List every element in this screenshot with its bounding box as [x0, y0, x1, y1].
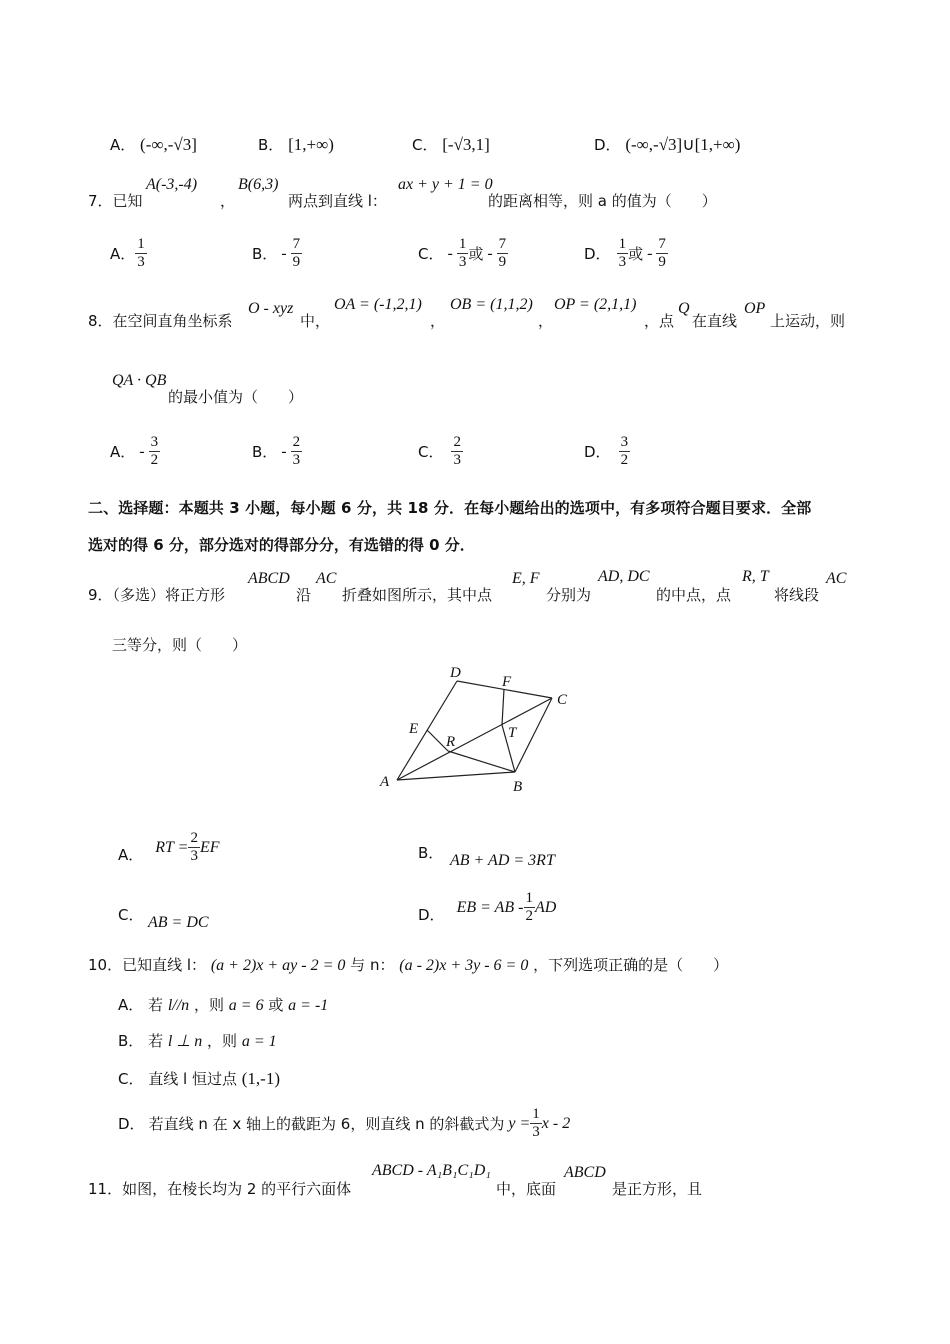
label-t: T: [508, 725, 517, 741]
option-label: B．: [252, 443, 278, 461]
option-math: [-√3,1]: [442, 135, 490, 154]
numerator: 1: [137, 236, 145, 252]
minus-sign: -: [281, 244, 287, 262]
denominator: 2: [620, 452, 629, 468]
edge-ab: [397, 772, 515, 780]
q10-option-d[interactable]: [118, 1106, 570, 1141]
option-label: C．: [418, 245, 444, 263]
q9-stem-line2: 三等分，则（ ）: [112, 636, 248, 654]
q9-jiang: 将线段: [774, 586, 820, 604]
option-label: D．: [118, 1115, 145, 1133]
option-label: C．: [418, 443, 444, 461]
denominator: 3: [532, 1124, 540, 1140]
fraction: [149, 434, 161, 469]
q9-option-a[interactable]: [118, 830, 220, 865]
q8-option-b[interactable]: [252, 434, 302, 469]
option-label: A．: [110, 443, 136, 461]
option-math: l//n: [167, 997, 190, 1014]
fraction: [457, 236, 469, 271]
q9-ac: AC: [316, 570, 337, 587]
q7-option-a[interactable]: [110, 236, 147, 271]
numerator: 1: [525, 890, 533, 906]
label-a: A: [380, 774, 390, 790]
denominator: 3: [292, 452, 301, 468]
section2-line1: 二、选择题：本题共 3 小题，每小题 6 分，共 18 分．在每小题给出的选项中，有多项符合题目要求．全部: [88, 499, 812, 517]
option-math: l ⊥ n: [167, 1033, 203, 1050]
option-label: A．: [110, 136, 136, 154]
option-label: D．: [584, 443, 611, 461]
figure-lines: [397, 681, 552, 780]
minus-sign: -: [281, 442, 287, 460]
option-label: A．: [110, 245, 136, 263]
numerator: 3: [150, 434, 159, 450]
q7-option-c[interactable]: [418, 236, 508, 271]
option-math: AD: [535, 898, 557, 916]
q8-q: Q: [678, 300, 690, 317]
denominator: 9: [658, 254, 666, 270]
q11-solid: ABCD - A₁B₁C₁D₁: [372, 1162, 491, 1179]
numerator: 3: [620, 434, 629, 450]
denominator: 3: [453, 452, 461, 468]
option-math: x - 2: [541, 1114, 571, 1132]
segment-er: [427, 730, 448, 751]
q8-option-a[interactable]: [110, 434, 160, 469]
option-math: a = 1: [241, 1033, 277, 1050]
numerator: 7: [292, 236, 301, 252]
label-b: B: [513, 779, 523, 795]
option-text: 直线 l 恒过点: [148, 1070, 237, 1088]
option-label: C．: [118, 906, 144, 924]
q10-stem: [88, 954, 728, 975]
q7-point-a: A(-3,-4): [146, 176, 198, 193]
q7-tail: 的距离相等，则 a 的值为（ ）: [488, 192, 717, 210]
minus-sign: -: [447, 244, 453, 262]
segment-rb: [448, 751, 515, 772]
q8-op: OP = (2,1,1): [554, 296, 637, 313]
or-text: 或: [268, 996, 284, 1014]
option-text: ，则: [193, 996, 224, 1014]
fraction: [188, 830, 200, 865]
option-math: AB + AD = 3RT: [450, 852, 555, 869]
q10-tail: ，下列选项正确的是（ ）: [533, 956, 729, 974]
label-r: R: [446, 734, 456, 750]
segment-ft: [502, 689, 504, 725]
q8-zai: 在直线: [692, 312, 738, 330]
q9-ef: E, F: [512, 570, 540, 587]
section2-line2: 选对的得 6 分，部分选对的得部分分，有选错的得 0 分．: [88, 536, 475, 554]
option-math: (1,-1): [241, 1069, 280, 1088]
q8-zhong: 中，: [300, 312, 331, 330]
q9-ac2: AC: [826, 570, 847, 587]
or-text: 或: [628, 245, 644, 263]
option-label: D．: [584, 245, 611, 263]
numerator: 2: [292, 434, 301, 450]
option-math: a = 6: [228, 997, 264, 1014]
option-label: A．: [118, 846, 144, 864]
minus-sign: -: [139, 442, 145, 460]
option-math: [1,+∞): [288, 135, 334, 154]
fraction: [619, 434, 631, 469]
q11-number: 11．如图，在棱长均为 2 的平行六面体: [88, 1180, 352, 1198]
denominator: 3: [618, 254, 627, 270]
q8-dian: ，点: [644, 312, 675, 330]
q8-yun: 上运动，则: [770, 312, 846, 330]
label-c: C: [557, 692, 568, 708]
option-math: (-∞,-√3]∪[1,+∞): [625, 135, 741, 154]
numerator: 7: [658, 236, 666, 252]
diagonal-ac: [397, 698, 552, 780]
label-d: D: [450, 665, 461, 681]
option-math: EB = AB -: [456, 898, 524, 916]
q8-opline: OP: [744, 300, 766, 317]
fraction: [135, 236, 147, 271]
q8-expr: QA · QB: [112, 372, 167, 389]
minus-sign: -: [647, 244, 653, 262]
q10-line-l: (a + 2)x + ay - 2 = 0: [210, 957, 346, 974]
denominator: 2: [525, 908, 533, 924]
q9-figure: [378, 660, 578, 800]
q8-number: 8．在空间直角坐标系: [88, 312, 233, 330]
q9-fen: 分别为: [546, 586, 592, 604]
option-label: D．: [594, 136, 621, 154]
option-label: C．: [118, 1070, 144, 1088]
q7-line: ax + y + 1 = 0: [398, 176, 493, 193]
fraction: [451, 434, 463, 469]
q6-option-d[interactable]: [594, 134, 740, 155]
option-math: RT =: [155, 838, 189, 856]
denominator: 9: [292, 254, 301, 270]
q9-yan: 沿: [296, 586, 312, 604]
option-math: a = -1: [288, 997, 329, 1014]
q7-comma: ，: [220, 192, 236, 210]
q8-oa: OA = (-1,2,1): [334, 296, 422, 313]
q8-comma1: ，: [430, 312, 446, 330]
q6-option-a[interactable]: [110, 134, 197, 155]
minus-sign: -: [487, 244, 493, 262]
fraction: [530, 1106, 542, 1141]
q10-option-c[interactable]: [118, 1068, 280, 1089]
label-e: E: [409, 721, 419, 737]
edge-bc: [515, 698, 552, 772]
q7-number: 7．已知: [88, 192, 143, 210]
q7-point-b: B(6,3): [238, 176, 279, 193]
q10-option-a[interactable]: [118, 994, 328, 1015]
q6-option-b[interactable]: [258, 134, 334, 155]
numerator: 1: [532, 1106, 540, 1122]
q10-option-b[interactable]: [118, 1030, 277, 1051]
fraction: [524, 890, 536, 925]
q11-tail: 是正方形，且: [612, 1180, 703, 1198]
q9-addc: AD, DC: [598, 568, 650, 585]
q6-option-c[interactable]: [412, 134, 490, 155]
q8-system: O - xyz: [248, 300, 294, 317]
q11-mid: 中，底面: [496, 1180, 557, 1198]
q7-option-b[interactable]: [252, 236, 302, 271]
q10-number: 10．已知直线 l：: [88, 956, 207, 974]
denominator: 2: [150, 452, 159, 468]
option-label: B．: [252, 245, 278, 263]
option-math: AB = DC: [148, 914, 209, 931]
fraction: [291, 236, 303, 271]
q9-mid: 的中点，点: [656, 586, 732, 604]
q11-base: ABCD: [564, 1164, 606, 1181]
q10-line-n: (a - 2)x + 3y - 6 = 0: [399, 957, 529, 974]
q9-number: 9．（多选）将正方形: [88, 586, 226, 604]
numerator: 1: [618, 236, 627, 252]
label-f: F: [502, 674, 512, 690]
denominator: 3: [137, 254, 145, 270]
option-label: C．: [412, 136, 438, 154]
or-text: 或: [468, 245, 484, 263]
q7-mid: 两点到直线 l：: [288, 192, 387, 210]
fraction: [656, 236, 668, 271]
fraction: [617, 236, 629, 271]
q8-option-c[interactable]: [418, 434, 463, 469]
q7-option-d[interactable]: [584, 236, 668, 271]
fraction: [291, 434, 303, 469]
denominator: 3: [458, 254, 467, 270]
numerator: 7: [498, 236, 507, 252]
q9-option-d[interactable]: [418, 890, 556, 925]
option-text: 若: [148, 1032, 164, 1050]
option-label: B．: [258, 136, 284, 154]
option-text: 若直线 n 在 x 轴上的截距为 6，则直线 n 的斜截式为: [148, 1115, 505, 1133]
denominator: 3: [190, 848, 198, 864]
q8-option-d[interactable]: [584, 434, 630, 469]
q8-comma2: ，: [538, 312, 554, 330]
numerator: 1: [458, 236, 467, 252]
option-math: (-∞,-√3]: [140, 135, 197, 154]
q10-yu: 与 n：: [350, 956, 395, 974]
option-label: A．: [118, 996, 144, 1014]
q8-ob: OB = (1,1,2): [450, 296, 533, 313]
option-label: D．: [418, 906, 445, 924]
option-label: B．: [418, 844, 444, 862]
numerator: 2: [190, 830, 198, 846]
option-text: ，则: [207, 1032, 238, 1050]
fraction: [497, 236, 509, 271]
option-label: B．: [118, 1032, 144, 1050]
q9-rt: R, T: [742, 568, 769, 585]
denominator: 9: [498, 254, 507, 270]
option-text: 若: [148, 996, 164, 1014]
numerator: 2: [453, 434, 461, 450]
q9-fold: 折叠如图所示，其中点: [342, 586, 493, 604]
q9-abcd: ABCD: [248, 570, 290, 587]
option-math: y =: [508, 1114, 531, 1132]
q8-tail: 的最小值为（ ）: [168, 388, 304, 406]
option-math: EF: [199, 838, 220, 856]
